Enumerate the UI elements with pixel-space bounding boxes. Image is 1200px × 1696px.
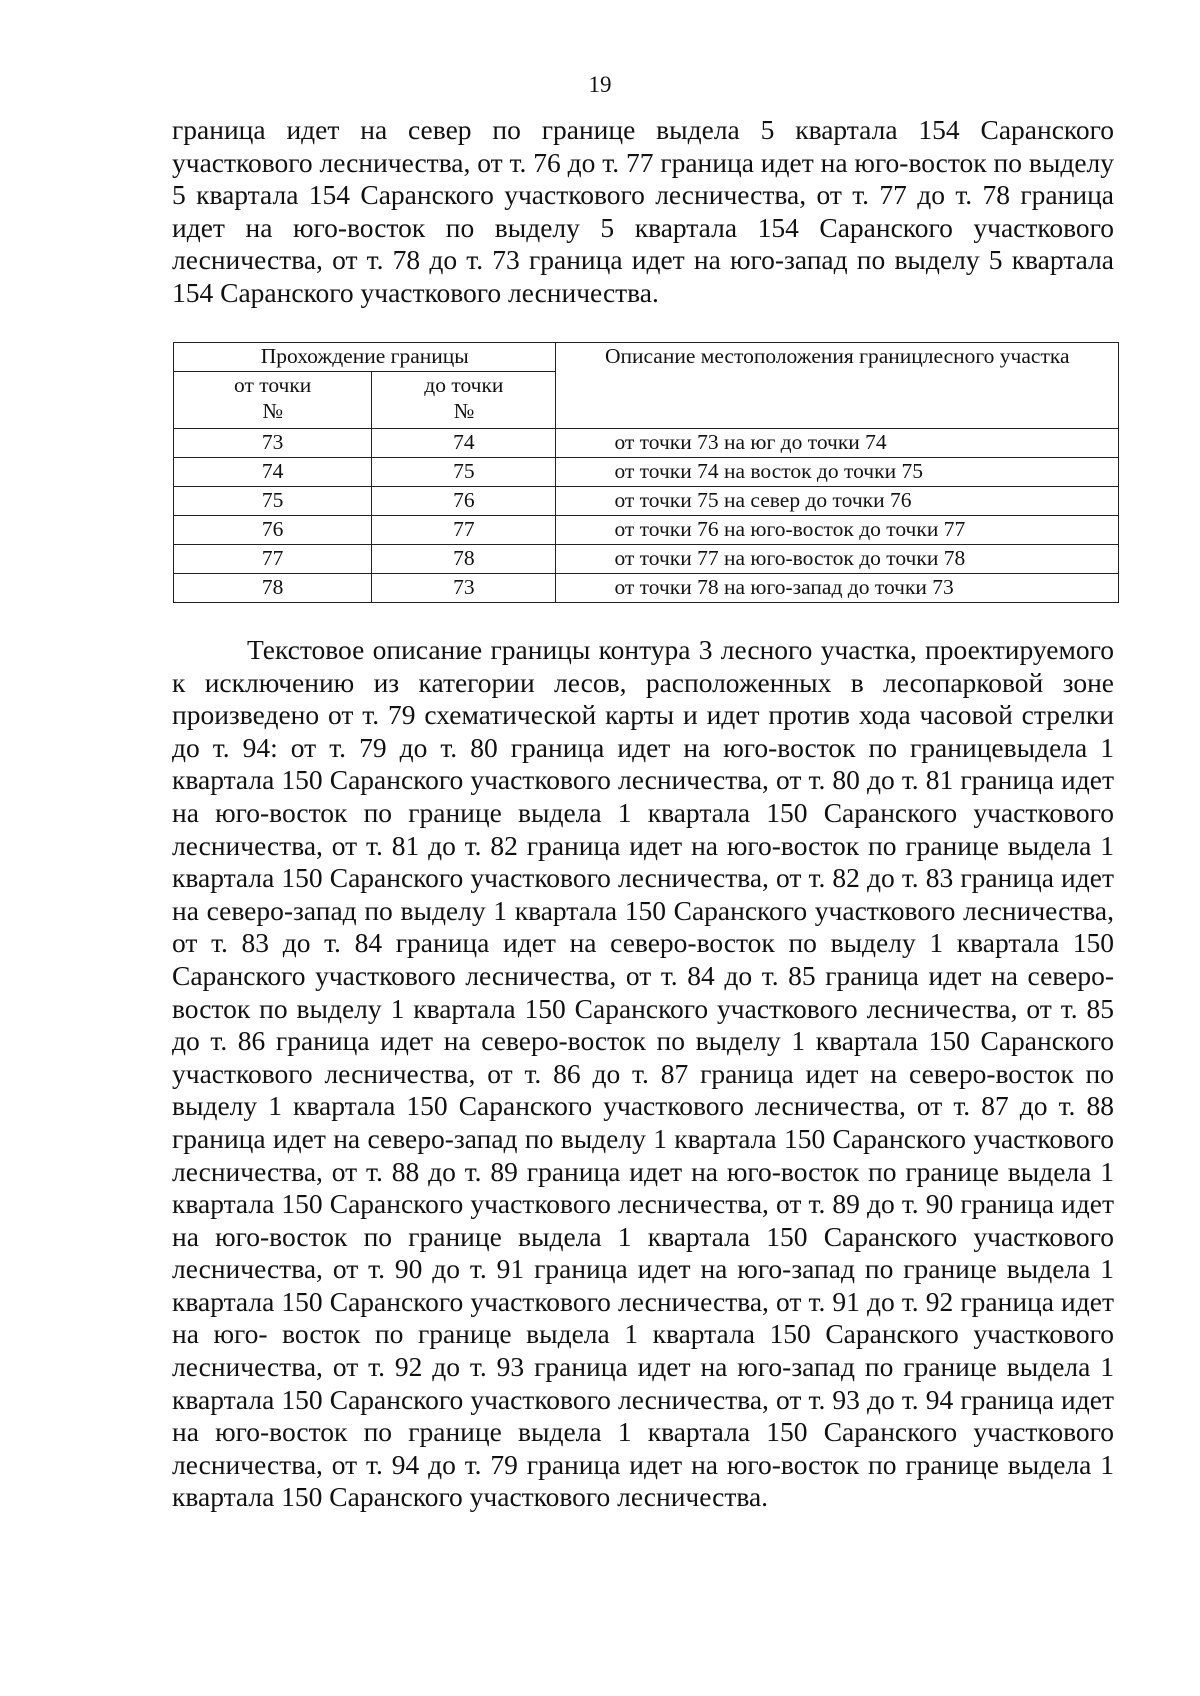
cell-from-point: 77 [174, 545, 372, 574]
header-from-point [174, 372, 372, 429]
header-boundary-passage: Прохождение границы [174, 343, 556, 372]
table-row [174, 516, 1119, 545]
cell-to-point: 77 [372, 516, 556, 545]
page-number: 19 [588, 72, 612, 97]
header-from-point-number-sign: № [262, 399, 283, 423]
cell-description: от точки 74 на восток до точки 75 [556, 458, 1119, 487]
cell-to-point: 76 [372, 487, 556, 516]
cell-to-point: 74 [372, 429, 556, 458]
paragraph-contour-2-continuation: граница идет на север по границе выдела 5 квартала 154 Саранского участкового лесничества, от т. 76 до т. 77 граница идет на юго-восток по выделу 5 квартала 154 Саранского участкового лесничества, от т. 77 до т. 78 граница идет на юго-восток по выделу 5 квартала 154 Саранского участкового лесничества, от т. 78 до т. 73 граница идет на юго-запад по выделу 5 квартала 154 Саранского участкового лесничества. [172, 114, 1114, 308]
cell-description: от точки 77 на юго-восток до точки 78 [556, 545, 1119, 574]
header-to-point [372, 372, 556, 429]
header-to-point-number-sign: № [453, 399, 475, 423]
table-row [174, 487, 1119, 516]
paragraph-contour-3-description: Текстовое описание границы контура 3 лесного участка, проектируемого к исключению из категории лесов, расположенных в лесопарковой зоне произведено от т. 79 схематической карты и идет против хода часовой стрелки до т. 94: от т. 79 до т. 80 граница идет на юго-восток по границевыдела 1 квартала 150 Саранского участкового лесничества, от т. 80 до т. 81 граница идет на юго-восток по границе выдела 1 квартала 150 Саранского участкового лесничества, от т. 81 до т. 82 граница идет на юго-восток по границе выдела 1 квартала 150 Саранского участкового лесничества, от т. 82 до т. 83 граница идет на северо-запад по выделу 1 квартала 150 Саранского участкового лесничества, от т. 83 до т. 84 граница идет на северо-восток по выделу 1 квартала 150 Саранского участкового лесничества, от т. 84 до т. 85 граница идет на северо-восток по выделу 1 квартала 150 Саранского участкового лесничества, от т. 85 до т. 86 граница идет на северо-восток по выделу 1 квартала 150 Саранского участкового лесничества, от т. 86 до т. 87 граница идет на северо-восток по выделу 1 квартала 150 Саранского участкового лесничества, от т. 87 до т. 88 граница идет на северо-запад по выделу 1 квартала 150 Саранского участкового лесничества, от т. 88 до т. 89 граница идет на юго-восток по границе выдела 1 квартала 150 Саранского участкового лесничества, от т. 89 до т. 90 граница идет на юго-восток по границе выдела 1 квартала 150 Саранского участкового лесничества, от т. 90 до т. 91 граница идет на юго-запад по границе выдела 1 квартала 150 Саранского участкового лесничества, от т. 91 до т. 92 граница идет на юго- восток по границе выдела 1 квартала 150 Саранского участкового лесничества, от т. 92 до т. 93 граница идет на юго-запад по границе выдела 1 квартала 150 Саранского участкового лесничества, от т. 93 до т. 94 граница идет на юго-восток по границе выдела 1 квартала 150 Саранского участкового лесничества, от т. 94 до т. 79 граница идет на юго-восток по границе выдела 1 квартала 150 Саранского участкового лесничества. [172, 634, 1114, 1513]
cell-to-point: 73 [372, 574, 556, 603]
cell-description: от точки 76 на юго-восток до точки 77 [556, 516, 1119, 545]
cell-from-point: 74 [174, 458, 372, 487]
cell-from-point: 76 [174, 516, 372, 545]
table-row [174, 429, 1119, 458]
cell-from-point: 75 [174, 487, 372, 516]
header-location-description: Описание местоположения границлесного участка [556, 343, 1119, 429]
table-row [174, 458, 1119, 487]
cell-from-point: 73 [174, 429, 372, 458]
boundary-table [173, 342, 1119, 603]
cell-description: от точки 78 на юго-запад до точки 73 [556, 574, 1119, 603]
cell-to-point: 78 [372, 545, 556, 574]
table-header-row [174, 343, 1119, 372]
cell-description: от точки 73 на юг до точки 74 [556, 429, 1119, 458]
table-row [174, 545, 1119, 574]
cell-to-point: 75 [372, 458, 556, 487]
header-to-point-label: до точки [424, 373, 504, 397]
cell-from-point: 78 [174, 574, 372, 603]
table-row [174, 574, 1119, 603]
header-from-point-label: от точки [233, 373, 312, 397]
cell-description: от точки 75 на север до точки 76 [556, 487, 1119, 516]
